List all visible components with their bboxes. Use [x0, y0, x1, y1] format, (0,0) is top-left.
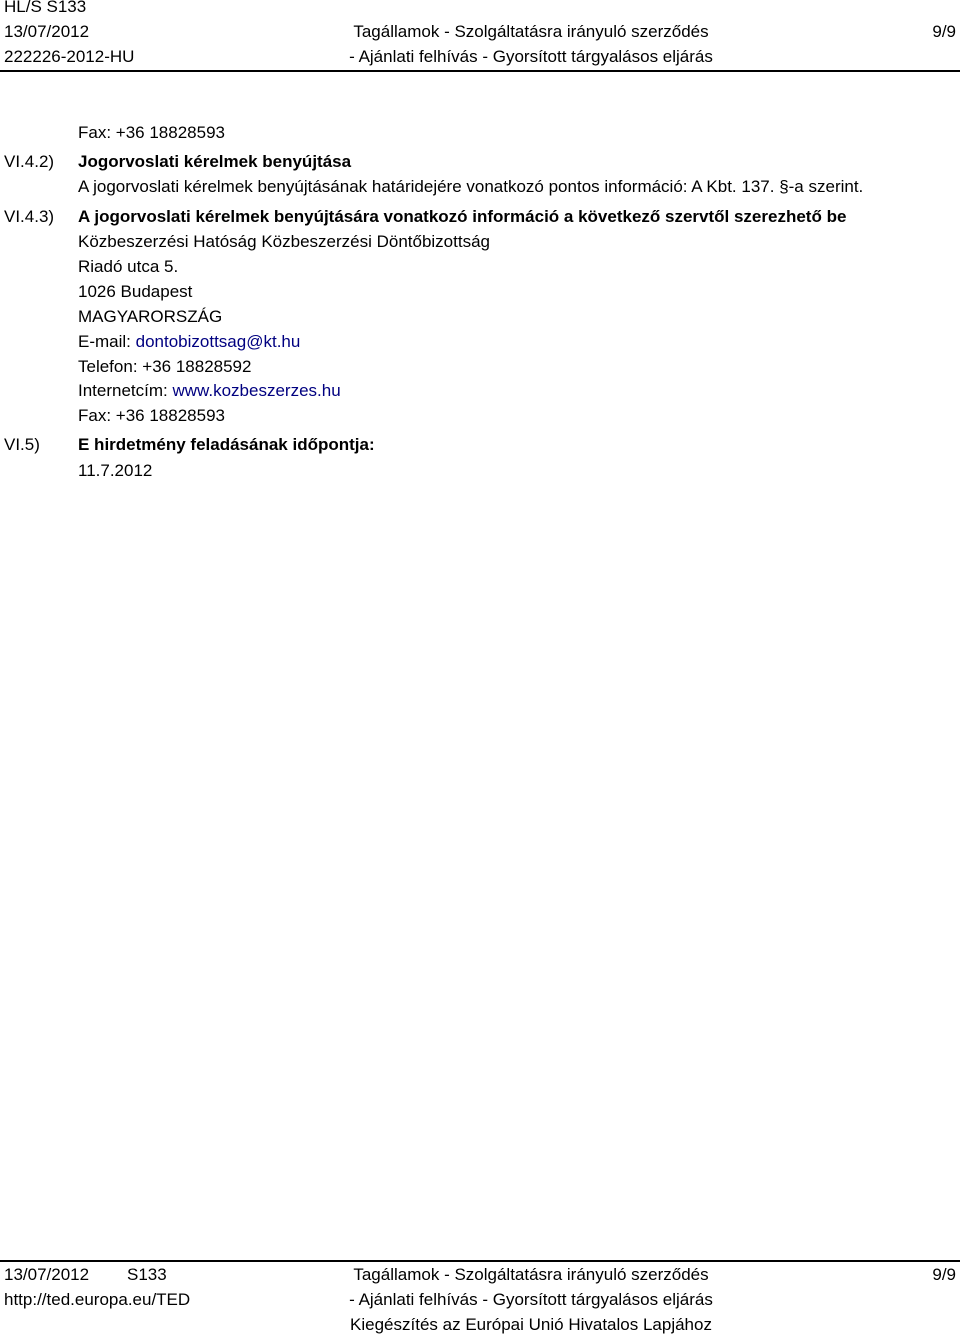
email-label: E-mail:	[78, 332, 136, 351]
org-web-line	[78, 382, 341, 399]
org-street: Riadó utca 5.	[78, 257, 179, 276]
fax-line: Fax: +36 18828593	[78, 123, 225, 142]
dispatch-date: 11.7.2012	[78, 461, 153, 480]
web-link[interactable]: www.kozbeszerzes.hu	[172, 381, 341, 400]
header-doc-id: 222226-2012-HU	[4, 47, 135, 66]
email-link[interactable]: dontobizottsag@kt.hu	[135, 332, 301, 351]
header-date: 13/07/2012	[4, 22, 90, 41]
section-number-vi42: VI.4.2)	[4, 152, 55, 171]
footer-url: http://ted.europa.eu/TED	[4, 1290, 191, 1309]
header-title-line2: - Ajánlati felhívás - Gyorsított tárgyalásos eljárás	[349, 47, 713, 66]
section-heading-vi43: A jogorvoslati kérelmek benyújtására vonatkozó információ a következő szervtől szerezhető be	[78, 207, 847, 226]
org-country: MAGYARORSZÁG	[78, 307, 223, 326]
org-phone: Telefon: +36 18828592	[78, 357, 252, 376]
header-rule	[0, 70, 960, 72]
header-title-line1: Tagállamok - Szolgáltatásra irányuló szerződés	[353, 22, 709, 41]
org-name: Közbeszerzési Hatóság Közbeszerzési Döntőbizottság	[78, 232, 490, 251]
web-label: Internetcím:	[78, 381, 173, 400]
footer-date: 13/07/2012	[4, 1265, 90, 1284]
section-heading-vi42: Jogorvoslati kérelmek benyújtása	[78, 152, 352, 171]
footer-title-line2: - Ajánlati felhívás - Gyorsított tárgyalásos eljárás	[349, 1290, 713, 1309]
org-fax: Fax: +36 18828593	[78, 406, 225, 425]
header-page-number: 9/9	[932, 22, 956, 41]
footer-rule	[0, 1260, 960, 1262]
org-city: 1026 Budapest	[78, 282, 193, 301]
header-series: HL/S S133	[4, 0, 87, 16]
section-number-vi5: VI.5)	[4, 435, 40, 454]
section-text-vi42: A jogorvoslati kérelmek benyújtásának határidejére vonatkozó pontos információ: A Kbt. 137. §-a szerint.	[78, 177, 864, 196]
section-number-vi43: VI.4.3)	[4, 207, 55, 226]
footer-series: S133	[127, 1265, 167, 1284]
footer-title-line3: Kiegészítés az Európai Unió Hivatalos Lapjához	[350, 1315, 712, 1334]
footer-title-line1: Tagállamok - Szolgáltatásra irányuló szerződés	[353, 1265, 709, 1284]
footer-page-number: 9/9	[932, 1265, 956, 1284]
org-email-line	[78, 333, 300, 350]
section-heading-vi5: E hirdetmény feladásának időpontja:	[78, 435, 375, 454]
